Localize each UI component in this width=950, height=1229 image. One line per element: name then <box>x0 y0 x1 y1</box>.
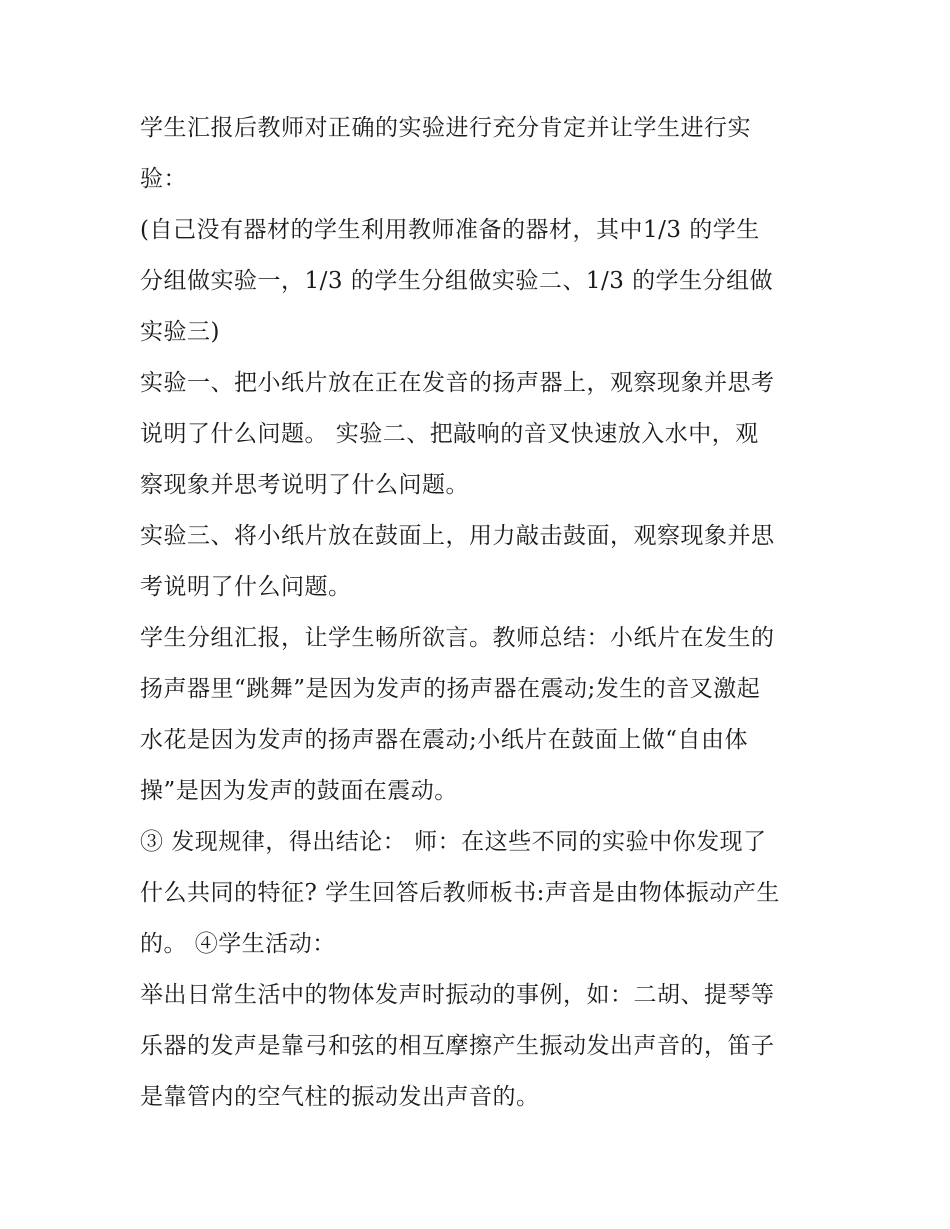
text-line: 举出日常生活中的物体发声时振动的事例，如：二胡、提琴等 <box>140 982 775 1008</box>
text-line: 考说明了什么问题。 <box>140 574 352 600</box>
text-line: 验： <box>140 166 187 192</box>
text-line: 水花是因为发声的扬声器在震动;小纸片在鼓面上做“自由体 <box>140 727 749 753</box>
text-line: 操”是因为发声的鼓面在震动。 <box>140 778 458 804</box>
text-line: 什么共同的特征? 学生回答后教师板书:声音是由物体振动产生 <box>140 880 780 906</box>
text-line: 学生汇报后教师对正确的实验进行充分肯定并让学生进行实 <box>140 115 751 141</box>
text-line: 是靠管内的空气柱的振动发出声音的。 <box>140 1084 540 1110</box>
text-line: (自己没有器材的学生利用教师准备的器材，其中1/3 的学生 <box>140 217 760 243</box>
text-line: ③ 发现规律，得出结论： 师：在这些不同的实验中你发现了 <box>140 829 767 855</box>
text-line: 乐器的发声是靠弓和弦的相互摩擦产生振动发出声音的，笛子 <box>140 1033 775 1059</box>
document-body <box>140 103 820 1123</box>
text-line: 分组做实验一，1/3 的学生分组做实验二、1/3 的学生分组做 <box>140 268 774 294</box>
text-line: 扬声器里“跳舞”是因为发声的扬声器在震动;发生的音叉激起 <box>140 676 761 702</box>
text-line: 实验三) <box>140 319 220 345</box>
text-line: 的。 ④学生活动： <box>140 931 336 957</box>
text-line: 察现象并思考说明了什么问题。 <box>140 472 469 498</box>
text-line: 实验三、将小纸片放在鼓面上，用力敲击鼓面，观察现象并思 <box>140 523 775 549</box>
text-line: 实验一、把小纸片放在正在发音的扬声器上，观察现象并思考 <box>140 370 775 396</box>
text-line: 说明了什么问题。 实验二、把敲响的音叉快速放入水中，观 <box>140 421 759 447</box>
text-line: 学生分组汇报，让学生畅所欲言。教师总结：小纸片在发生的 <box>140 625 775 651</box>
